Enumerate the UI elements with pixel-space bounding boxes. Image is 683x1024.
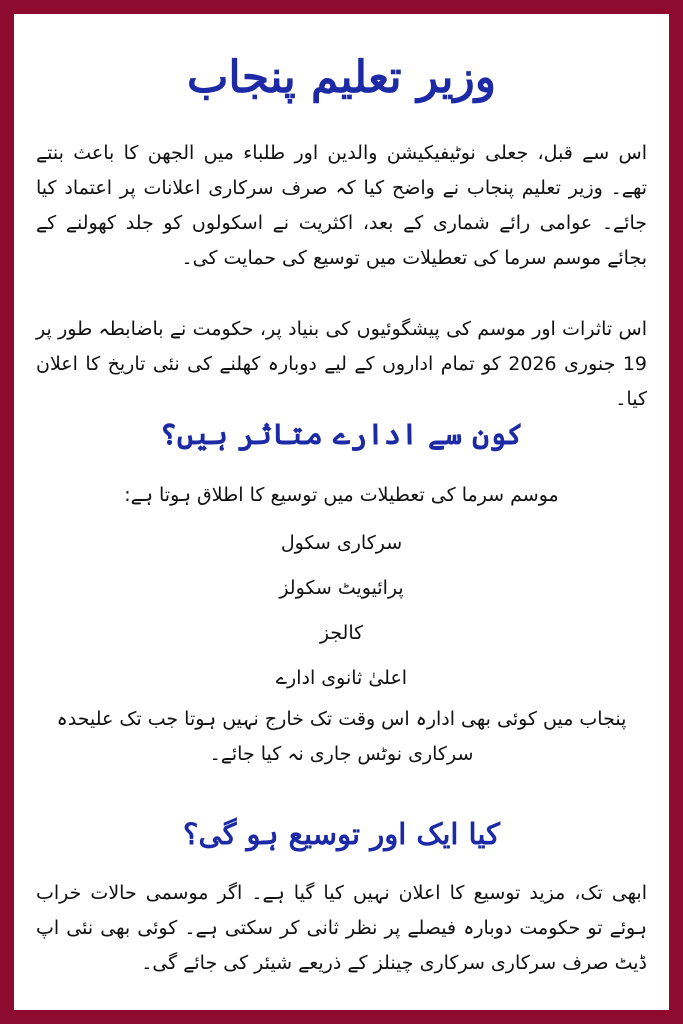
list-item: کالجز [319, 622, 364, 644]
article-card [14, 14, 669, 1010]
list-item: پرائیویٹ سکولز [279, 577, 404, 599]
list-item: اعلیٰ ثانوی ادارے [275, 667, 408, 689]
intro-paragraph: اس سے قبل، جعلی نوٹیفیکیشن والدین اور طلباء میں الجھن کا باعث بنتے تھے۔ وزیر تعلیم پنجاب نے واضح کیا کہ صرف سرکاری اعلانات پر اعتماد کیا جائے۔ عوامی رائے شماری کے بعد، اکثریت نے اسکولوں کو جلد کھولنے کے بجائے موسم سرما کی تعطیلات میں توسیع کی حمایت کی۔ [36, 142, 647, 269]
exclusion-note: پنجاب میں کوئی بھی ادارہ اس وقت تک خارج نہیں ہوتا جب تک علیحدہ سرکاری نوٹس جاری نہ کیا جائے۔ [56, 708, 627, 765]
decision-paragraph: اس تاثرات اور موسم کی پیشگوئیوں کی بنیاد پر، حکومت نے باضابطہ طور پر 19 جنوری 2026 کو تمام اداروں کے لیے دوبارہ کھلنے کی نئی تاریخ کا اعلان کیا۔ [36, 318, 647, 410]
further-extension-paragraph: ابھی تک، مزید توسیع کا اعلان نہیں کیا گیا ہے۔ اگر موسمی حالات خراب ہوئے تو حکومت دوبارہ فیصلے پر نظر ثانی کر سکتی ہے۔ کوئی بھی نئی اپ ڈیٹ صرف سرکاری سرکاری چینلز کے ذریعے شیئر کی جائے گی۔ [36, 882, 647, 974]
page-title: وزیر تعلیم پنجاب [186, 52, 496, 103]
further-extension-heading: کیا ایک اور توسیع ہو گی؟ [183, 817, 500, 851]
affected-institutions-heading: کون سے ادارے متاثر ہیں؟ [159, 417, 524, 451]
affected-lead-text: موسم سرما کی تعطیلات میں توسیع کا اطلاق ہوتا ہے: [124, 484, 559, 506]
list-item: سرکاری سکول [280, 532, 403, 554]
